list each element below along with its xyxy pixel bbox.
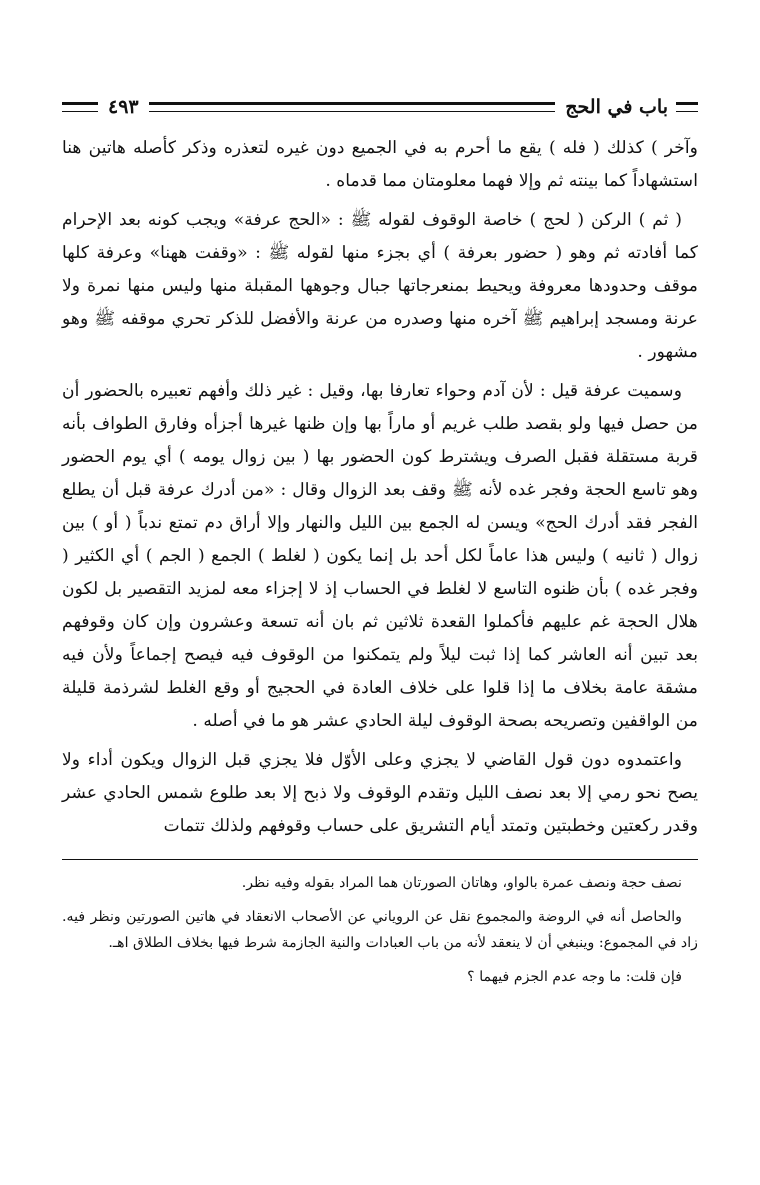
footnote-1: نصف حجة ونصف عمرة بالواو، وهاتان الصورتان هما المراد بقوله وفيه نظر.	[241, 875, 682, 891]
main-text	[62, 132, 698, 843]
paragraph-4: واعتمدوه دون قول القاضي لا يجزي وعلى الأوّل فلا يجزي قبل الزوال ويكون أداء ولا يصح نحو رمي إلا بعد نصف الليل وتقدم الوقوف ولا ذبح إلا بعد طلوع شمس الحادي عشر وقدر ركعتين وخطبتين وتمتد أيام التشريق على حساب وقوفهم ولذلك تتمات	[62, 750, 698, 836]
page	[62, 92, 698, 998]
header-rule-end	[62, 102, 98, 112]
chapter-title: باب في الحج	[565, 96, 668, 118]
paragraph-1: وآخر ) كذلك ( فله ) يقع ما أحرم به في الجميع دون غيره لتعذره وذكر كأصله هاتين هنا استشهاداً كما بينته ثم وإلا فهما معلومتان مما قدماه .	[62, 138, 698, 191]
footnote-2: والحاصل أنه في الروضة والمجموع نقل عن الروياني عن الأصحاب الانعقاد في هاتين الصورتين ونظر فيه. زاد في المجموع: وينبغي أن لا ينعقد لأنه من باب العبادات والنية الجازمة شرط فيها بخلاف الطلاق اهـ.	[62, 909, 698, 951]
page-number: ٤٩٣	[108, 96, 139, 118]
paragraph-3: وسميت عرفة قيل : لأن آدم وحواء تعارفا بها، وقيل : غير ذلك وأفهم تعبيره بالحضور أن من حصل فيها ولو بقصد طلب غريم أو ماراً بها وإن ظنها غيرها أجزأه وفارق الطواف بأنه قربة مستقلة فقبل الصرف ويشترط كون الحضور بها ( بين زوال يومه ) أي يوم الحضور وهو تاسع الحجة وفجر غده لأنه ﷺ وقف بعد الزوال وقال : «من أدرك عرفة قبل أن يطلع الفجر فقد أدرك الحج» ويسن له الجمع بين الليل والنهار وإلا أراق دم تمتع ندباً ( أو ) بين زوال ( ثانيه ) وليس هذا عاماً لكل أحد بل إنما يكون ( لغلط ) الجمع ( الجم ) أي الكثير ( وفجر غده ) بأن ظنوه التاسع لا لغلط في الحساب إذ لا إجزاء معه لمزيد التقصير بل لكون هلال الحجة غم عليهم فأكملوا القعدة ثلاثين ثم بان أنه تسعة وعشرون وإن كان وقوفهم بعد تبين أنه العاشر كما إذا ثبت ليلاً ولم يتمكنوا من الوقوف فيه فيصح إجماعاً ولأن فيه مشقة عامة بخلاف ما إذا قلوا على خلاف العادة في الحجيج أو وقع الغلط لشرذمة قليلة من الواقفين وتصريحه بصحة الوقوف ليلة الحادي عشر هو ما في أصله .	[62, 381, 698, 731]
footnote-separator	[62, 859, 698, 860]
paragraph-2: ( ثم ) الركن ( لحج ) خاصة الوقوف لقوله ﷺ : «الحج عرفة» ويجب كونه بعد الإحرام كما أفادته ثم وهو ( حضور بعرفة ) أي بجزء منها لقوله ﷺ : «وقفت ههنا» وعرفة كلها موقف وحدودها معروفة ويحيط بمنعرجاتها جبال وجوهها المقبلة منها وليس منها نمرة ولا عرنة ومسجد إبراهيم ﷺ آخره منها وصدره من عرنة والأفضل للذكر تحري موقفه ﷺ وهو مشهور .	[62, 210, 698, 362]
header-rule-main	[149, 102, 556, 112]
header-rule-lead	[676, 102, 698, 112]
page-header	[62, 92, 698, 122]
footnotes	[62, 870, 698, 990]
footnote-3: فإن قلت: ما وجه عدم الجزم فيهما ؟	[467, 969, 682, 985]
